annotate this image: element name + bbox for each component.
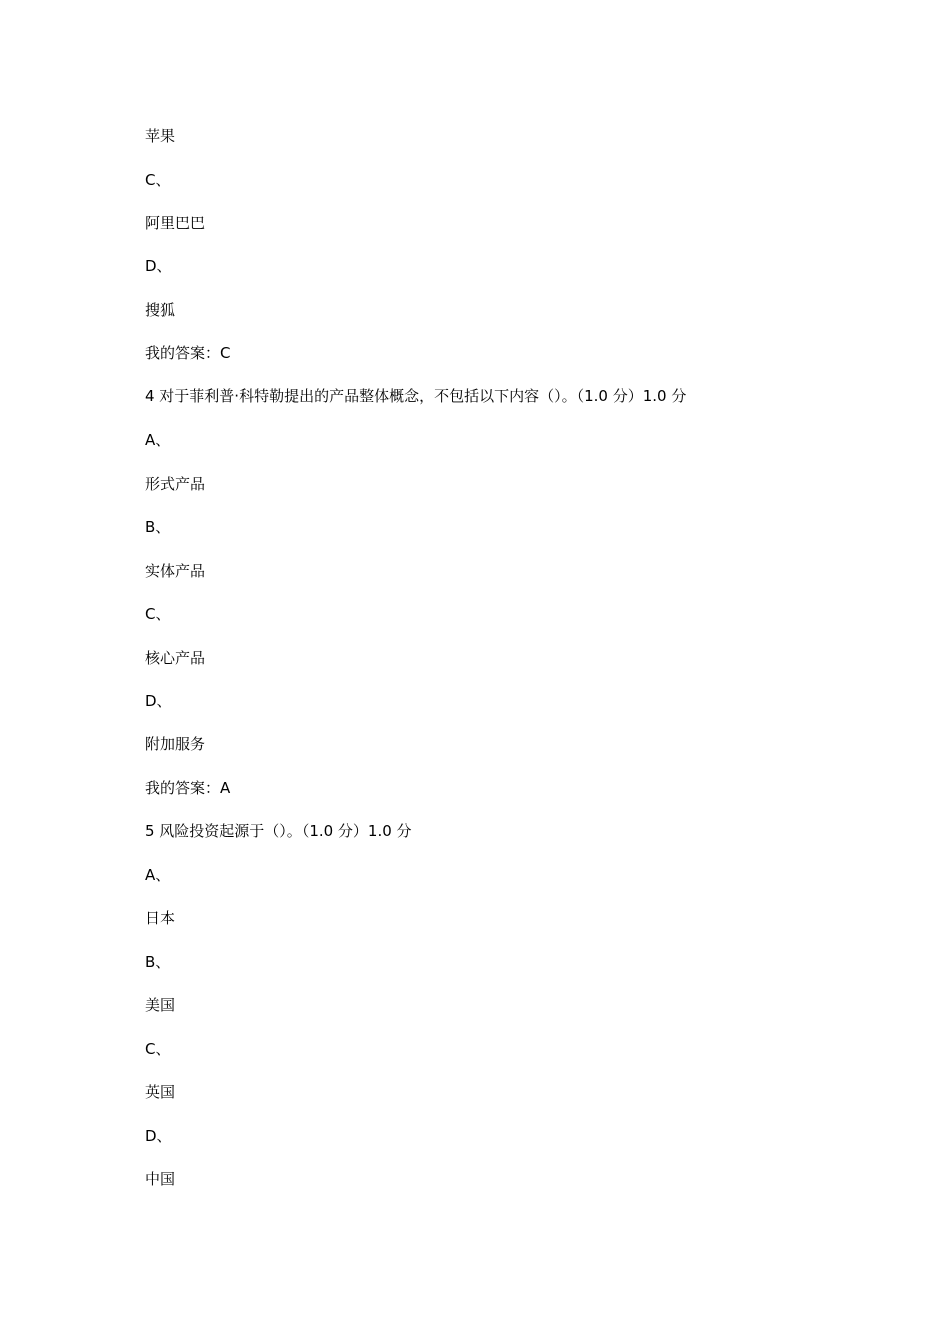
- option-text: 日本: [145, 909, 176, 927]
- option-letter: C、: [145, 605, 171, 623]
- option-text: 苹果: [145, 127, 176, 145]
- question-text: 5 风险投资起源于（）。（1.0 分）1.0 分: [145, 822, 412, 840]
- option-text: 核心产品: [145, 649, 206, 667]
- option-text: 英国: [145, 1083, 176, 1101]
- option-letter: D、: [145, 257, 172, 275]
- option-text: 形式产品: [145, 475, 206, 493]
- option-text: 美国: [145, 996, 176, 1014]
- option-letter: A、: [145, 866, 171, 884]
- option-letter: C、: [145, 1040, 171, 1058]
- option-text: 搜狐: [145, 301, 176, 319]
- option-letter: C、: [145, 171, 171, 189]
- option-text: 实体产品: [145, 562, 206, 580]
- option-letter: D、: [145, 692, 172, 710]
- my-answer: 我的答案：C: [145, 344, 231, 362]
- option-text: 阿里巴巴: [145, 214, 206, 232]
- my-answer: 我的答案：A: [145, 779, 231, 797]
- option-letter: B、: [145, 953, 171, 971]
- option-text: 附加服务: [145, 735, 206, 753]
- option-letter: B、: [145, 518, 171, 536]
- option-letter: A、: [145, 431, 171, 449]
- option-text: 中国: [145, 1170, 176, 1188]
- question-text: 4 对于菲利普·科特勒提出的产品整体概念，不包括以下内容（）。（1.0 分）1.0 分: [145, 387, 687, 405]
- option-letter: D、: [145, 1127, 172, 1145]
